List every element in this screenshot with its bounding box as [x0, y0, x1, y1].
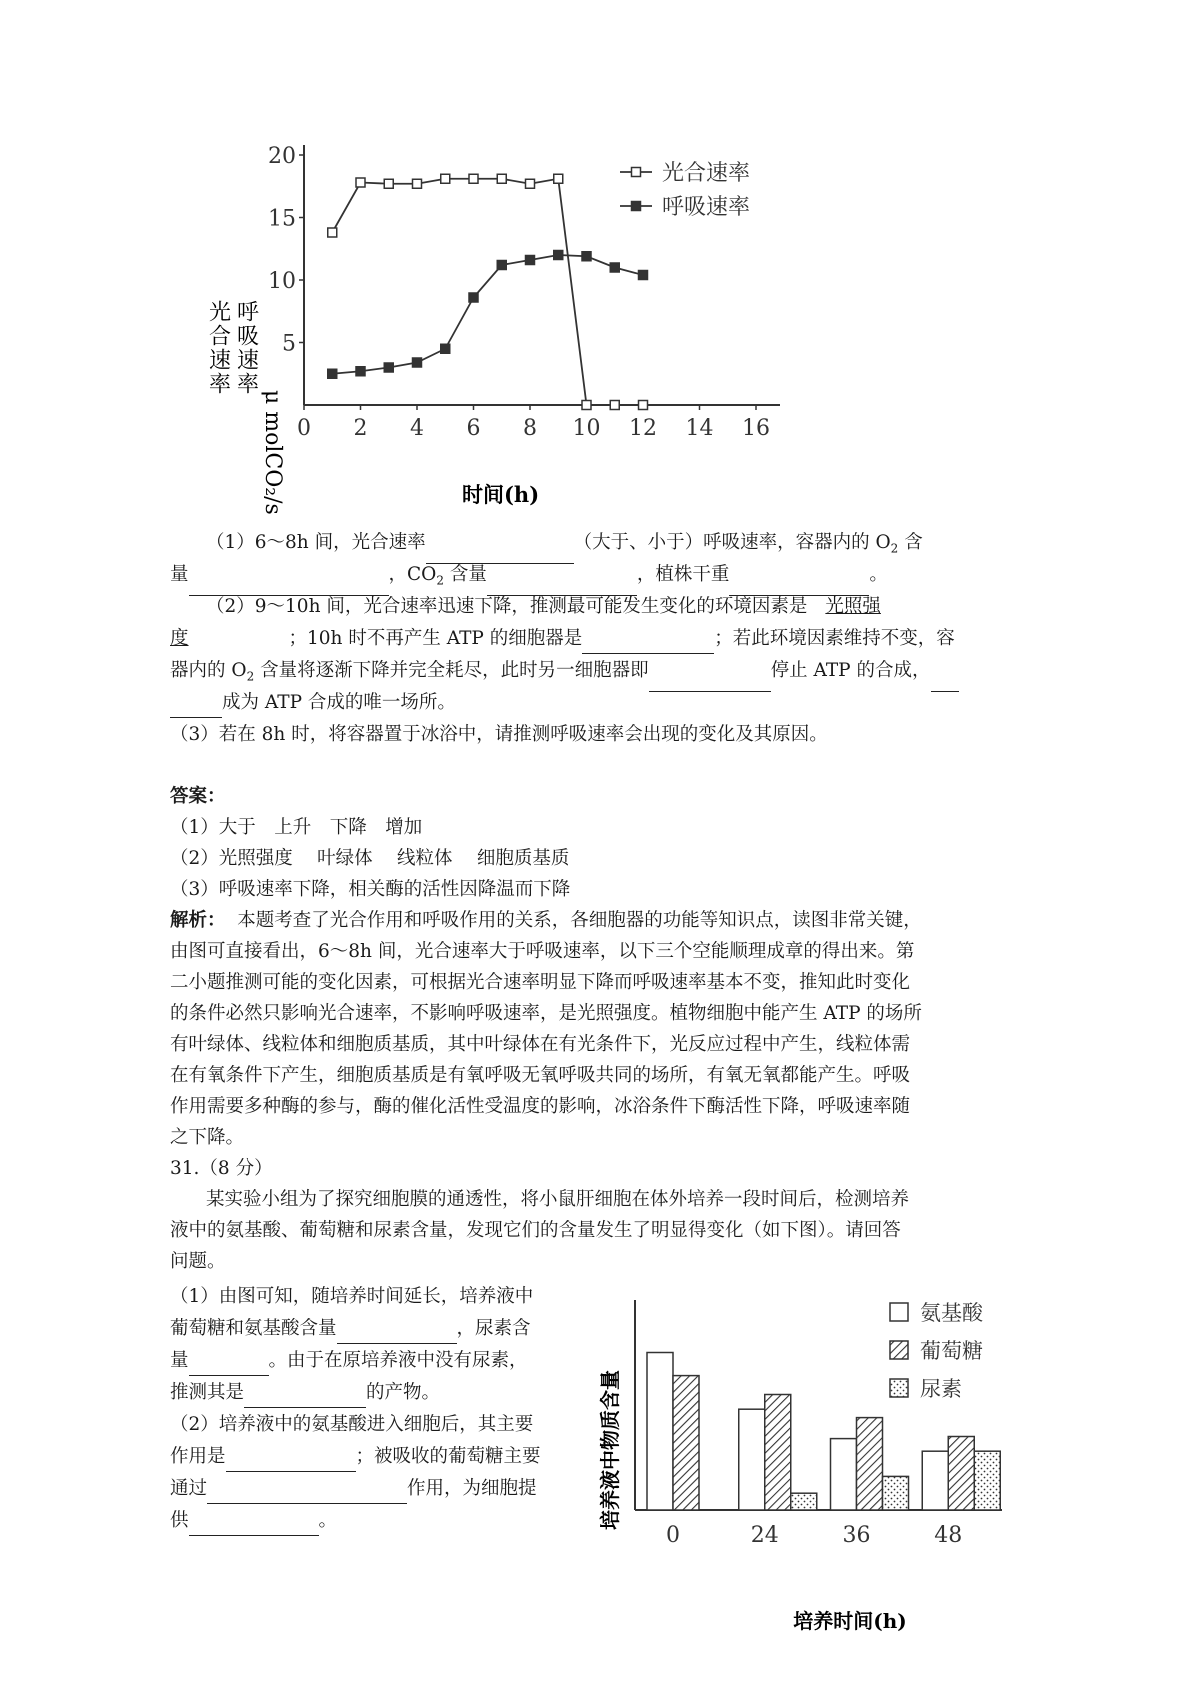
legend-swatch — [890, 1379, 908, 1397]
analysis-line: 在有氧条件下产生，细胞质基质是有氧呼吸无氧呼吸共同的场所，有氧无氧都能产生。呼吸 — [170, 1065, 911, 1086]
x-tick-label: 0 — [297, 416, 311, 441]
analysis-line: 的条件必然只影响光合速率，不影响呼吸速率，是光照强度。植物细胞中能产生 ATP 的场所 — [170, 1003, 922, 1024]
analysis-line: 有叶绿体、线粒体和细胞质基质，其中叶绿体在有光条件下，光反应过程中产生，线粒体需 — [170, 1034, 911, 1055]
x-tick-label: 36 — [842, 1523, 871, 1548]
photosynthesis-point — [639, 401, 648, 410]
analysis-line: 二小题推测可能的变化因素，可根据光合速率明显下降而呼吸速率基本不变，推知此时变化 — [170, 972, 911, 993]
legend-label: 呼吸速率 — [662, 195, 751, 220]
answer-blank[interactable] — [207, 1481, 407, 1504]
photosynthesis-point — [469, 174, 478, 183]
q31-p1a: （1）由图可知，随培养时间延长，培养液中 — [170, 1286, 534, 1307]
respiration-point — [582, 252, 591, 261]
respiration-point — [639, 271, 648, 280]
x-tick-label: 48 — [934, 1523, 963, 1548]
chart2-ticks — [666, 1523, 962, 1548]
legend-marker — [632, 202, 641, 211]
photosynthesis-point — [554, 174, 563, 183]
respiration-point — [413, 358, 422, 367]
q31-intro-line: 某实验小组为了探究细胞膜的通透性，将小鼠肝细胞在体外培养一段时间后，检测培养 — [206, 1189, 910, 1210]
q30-p2: （2）9～10h 间，光合速率迅速下降，推测最可能发生变化的环境因素是 光照强 — [206, 596, 881, 617]
legend-label: 葡萄糖 — [920, 1339, 983, 1363]
chart2-xlabel: 培养时间(h) — [793, 1609, 907, 1633]
q30-p2c: 器内的 $O_2$ 含量将逐渐下降并完全耗尽，此时另一细胞器即 停止 ATP 的合成， — [170, 656, 1030, 692]
legend-label: 尿素 — [920, 1377, 962, 1401]
respiration-point — [554, 251, 563, 260]
answer-blank[interactable] — [337, 1321, 457, 1344]
chart2-legend — [890, 1301, 984, 1401]
legend-marker — [632, 168, 641, 177]
answer-blank[interactable] — [170, 695, 222, 718]
answer-blank[interactable] — [244, 1385, 366, 1408]
x-tick-label: 12 — [629, 416, 657, 441]
photosynthesis-point — [441, 174, 450, 183]
chart1-series — [328, 174, 648, 409]
answer-blank[interactable] — [189, 1513, 319, 1536]
x-tick-label: 8 — [523, 416, 537, 441]
q31-p1d: 推测其是 的产物。 — [170, 1378, 610, 1408]
bar-hatched — [857, 1418, 883, 1510]
respiration-point — [384, 363, 393, 372]
series-line — [332, 255, 643, 374]
analysis-line: 之下降。 — [170, 1127, 245, 1148]
legend-swatch — [890, 1303, 908, 1321]
bar-hatched — [948, 1437, 974, 1511]
bar-white — [922, 1451, 948, 1510]
q30-p2b: 度 ；10h 时不再产生 ATP 的细胞器是 ；若此环境因素维持不变，容 — [170, 624, 1030, 654]
q31-p1b: 葡萄糖和氨基酸含量 ，尿素含 — [170, 1314, 610, 1344]
photosynthesis-point — [328, 228, 337, 237]
respiration-point — [441, 344, 450, 353]
analysis-line: 作用需要多种酶的参与，酶的催化活性受温度的影响，冰浴条件下酶活性下降，呼吸速率随 — [170, 1096, 911, 1117]
series-line — [332, 179, 643, 405]
chart1-legend — [620, 161, 750, 220]
respiration-point — [610, 263, 619, 272]
q31-intro-line: 问题。 — [170, 1251, 226, 1272]
chart1-ylabel-1: 光合速率 — [205, 300, 231, 396]
bar-hatched — [765, 1395, 791, 1511]
x-tick-label: 16 — [742, 416, 770, 441]
respiration-point — [497, 261, 506, 270]
q31-p2c: 通过 作用，为细胞提 — [170, 1474, 610, 1504]
x-tick-label: 14 — [685, 416, 714, 441]
chart1-ylabel-unit: μ molCO₂/s — [260, 390, 285, 515]
y-tick-label: 15 — [268, 206, 296, 232]
respiration-point — [356, 367, 365, 376]
answer-blank[interactable] — [226, 1449, 356, 1472]
photosynthesis-point — [526, 179, 535, 188]
legend-label: 光合速率 — [662, 161, 751, 186]
answer-line-2: （2）光照强度 叶绿体 线粒体 细胞质基质 — [170, 848, 570, 869]
bar-dotted — [883, 1476, 909, 1510]
x-tick-label: 0 — [666, 1523, 680, 1548]
bar-white — [831, 1439, 857, 1510]
q30-p3: （3）若在 8h 时，将容器置于冰浴中，请推测呼吸速率会出现的变化及其原因。 — [170, 724, 828, 745]
bar-white — [739, 1409, 765, 1510]
q31-p2b: 作用是 ；被吸收的葡萄糖主要 — [170, 1442, 610, 1472]
y-tick-label: 5 — [282, 331, 296, 357]
bar-white — [647, 1353, 673, 1511]
answer-blank[interactable] — [189, 1353, 269, 1376]
analysis-line: 由图可直接看出，6～8h 间，光合速率大于呼吸速率，以下三个空能顺理成章的得出来。第 — [170, 941, 915, 962]
chart1-ylabel-2: 呼吸速率 — [233, 300, 259, 396]
photosynthesis-point — [413, 179, 422, 188]
y-tick-label: 10 — [268, 269, 296, 294]
bar-dotted — [974, 1451, 1000, 1510]
q31-number: 31.（8 分） — [170, 1158, 273, 1179]
x-tick-label: 6 — [466, 416, 481, 441]
q31-p2a: （2）培养液中的氨基酸进入细胞后，其主要 — [170, 1414, 534, 1435]
photosynthesis-point — [582, 401, 591, 410]
respiration-point — [469, 293, 478, 302]
rate-line-chart — [190, 140, 870, 520]
x-tick-label: 10 — [572, 416, 601, 441]
photosynthesis-point — [497, 174, 506, 183]
chart1-ticks — [268, 144, 770, 441]
legend-label: 氨基酸 — [920, 1301, 983, 1325]
respiration-point — [328, 369, 337, 378]
answer-label: 答案： — [170, 786, 226, 807]
q31-p1c: 量 。由于在原培养液中没有尿素， — [170, 1346, 610, 1376]
analysis-first-line: 解析： 本题考查了光合作用和呼吸作用的关系，各细胞器的功能等知识点，读图非常关键， — [170, 910, 922, 931]
y-tick-label: 20 — [268, 144, 296, 169]
photosynthesis-point — [610, 401, 619, 410]
photosynthesis-point — [384, 179, 393, 188]
photosynthesis-point — [356, 178, 365, 187]
x-tick-label: 4 — [410, 416, 424, 441]
q30-p1b: 量 ，$CO_2$ 含量 ，植株干重 。 — [170, 560, 1030, 596]
chart1-xlabel: 时间(h) — [462, 482, 540, 507]
q31-p2d: 供 。 — [170, 1506, 610, 1536]
bar-hatched — [673, 1376, 699, 1510]
respiration-point — [526, 256, 535, 265]
q30-p1: （1）6～8h 间，光合速率 （大于、小于）呼吸速率，容器内的 $O_2$ 含 — [170, 528, 1066, 564]
q31-intro-line: 液中的氨基酸、葡萄糖和尿素含量，发现它们的含量发生了明显得变化（如下图）。请回答 — [170, 1220, 901, 1241]
q30-p2d: 成为 ATP 合成的唯一场所。 — [170, 688, 1030, 718]
culture-bar-chart — [598, 1290, 1105, 1635]
answer-blank[interactable] — [582, 631, 714, 654]
chart2-ylabel: 培养液中物质含量 — [598, 1370, 622, 1530]
legend-swatch — [890, 1341, 908, 1359]
x-tick-label: 2 — [353, 416, 368, 441]
x-tick-label: 24 — [750, 1523, 779, 1548]
answer-line-1: （1）大于 上升 下降 增加 — [170, 817, 423, 838]
answer-line-3: （3）呼吸速率下降，相关酶的活性因降温而下降 — [170, 879, 571, 900]
bar-dotted — [791, 1493, 817, 1510]
